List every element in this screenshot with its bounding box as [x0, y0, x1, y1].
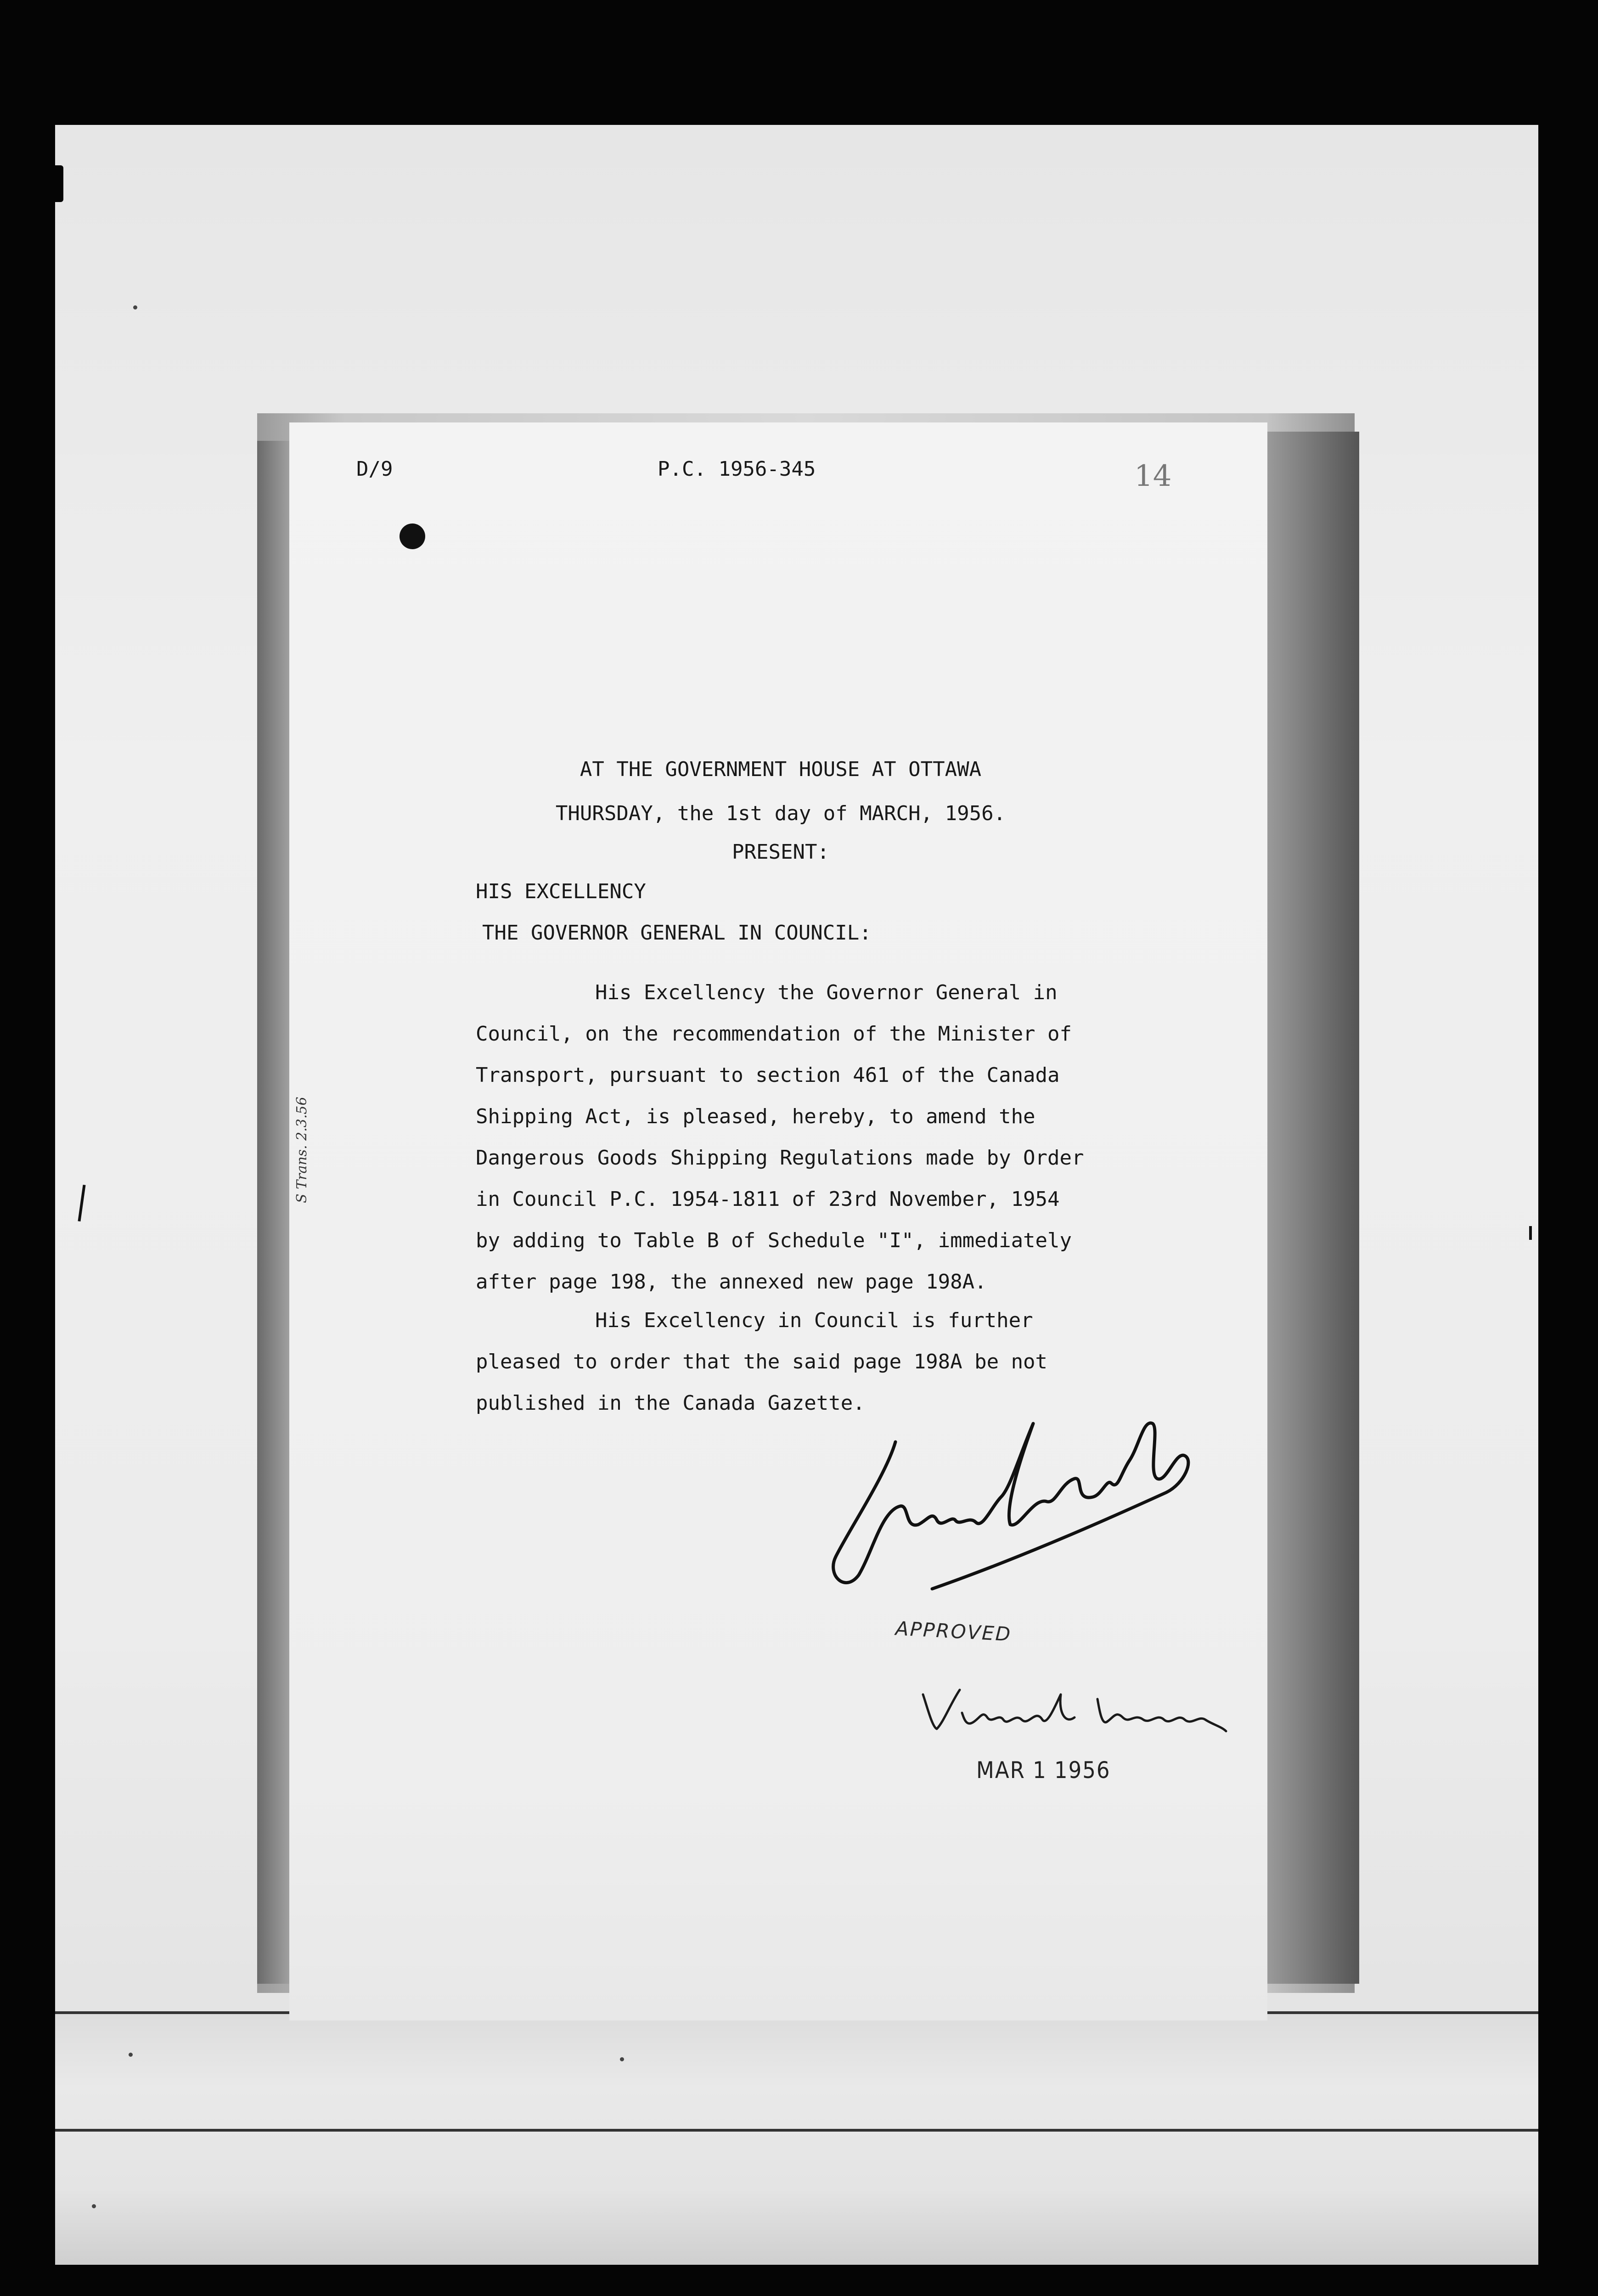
body-line: in Council P.C. 1954-1811 of 23rd November, 1954	[476, 1187, 1060, 1211]
punch-hole	[400, 523, 425, 549]
addressee-line-2: THE GOVERNOR GENERAL IN COUNCIL:	[482, 921, 872, 945]
body-line: Transport, pursuant to section 461 of the Canada	[476, 1064, 1060, 1087]
body-line: His Excellency in Council is further	[595, 1309, 1033, 1332]
body-line: Shipping Act, is pleased, hereby, to amend the	[476, 1105, 1035, 1128]
page-number: 14	[1134, 459, 1172, 493]
lower-film-band	[55, 2011, 1538, 2265]
body-line: Council, on the recommendation of the Minister of	[476, 1022, 1072, 1046]
body-line: by adding to Table B of Schedule "I", immediately	[476, 1229, 1072, 1252]
file-reference: D/9	[356, 457, 393, 481]
heading-place: AT THE GOVERNMENT HOUSE AT OTTAWA	[580, 758, 982, 781]
film-speck	[133, 305, 137, 310]
body-line: His Excellency the Governor General in	[595, 981, 1058, 1004]
film-edge-mark	[51, 165, 63, 202]
governor-general-signature	[918, 1676, 1240, 1745]
body-line: after page 198, the annexed new page 198A.	[476, 1270, 987, 1294]
document-page	[289, 422, 1267, 2020]
margin-mark	[1529, 1226, 1532, 1240]
heading-present: PRESENT:	[732, 840, 829, 864]
paper-shadow-right	[1267, 432, 1359, 1984]
heading-date: THURSDAY, the 1st day of MARCH, 1956.	[555, 802, 1006, 825]
film-speck	[92, 2204, 96, 2208]
body-line: pleased to order that the said page 198A be not	[476, 1350, 1048, 1373]
body-line: Dangerous Goods Shipping Regulations made by Order	[476, 1146, 1084, 1170]
addressee-line-1: HIS EXCELLENCY	[476, 880, 646, 903]
order-number: P.C. 1956-345	[658, 457, 816, 481]
margin-annotation: S Trans. 2.3.56	[294, 1097, 310, 1203]
band-line-bottom	[55, 2129, 1538, 2132]
approved-stamp: APPROVED	[895, 1617, 1013, 1646]
film-speck	[129, 2053, 133, 2057]
film-speck	[620, 2057, 624, 2061]
approval-date-stamp: MAR 1 1956	[976, 1757, 1111, 1784]
paper-shadow-left	[257, 441, 294, 1984]
body-line: published in the Canada Gazette.	[476, 1391, 865, 1415]
minister-signature	[817, 1391, 1208, 1621]
